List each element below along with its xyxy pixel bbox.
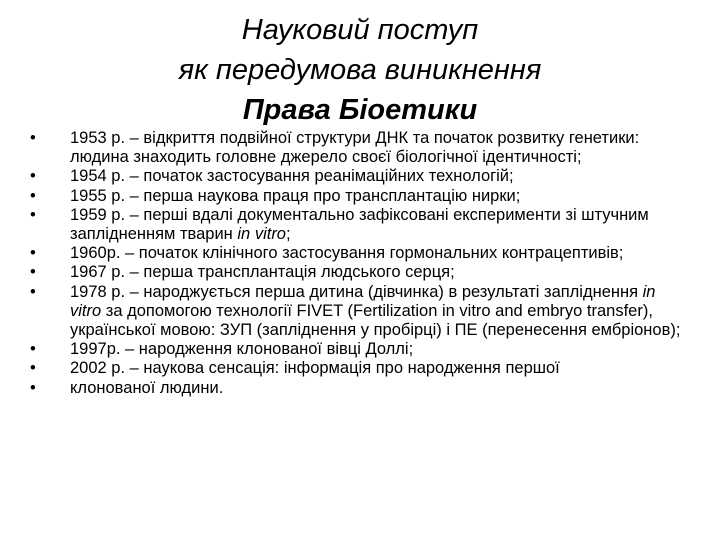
bullet-icon: • [30, 167, 36, 186]
list-item [30, 187, 690, 206]
list-item-italic: in vitro [70, 282, 656, 320]
list-item-text-part: ; [286, 225, 291, 244]
list-item-text: 1955 р. – перша наукова праця про трансплантацію нирки; [70, 186, 521, 205]
bullet-list [30, 129, 690, 398]
list-item-text: клонованої людини. [70, 378, 224, 397]
list-item-text-part: 1959 р. – перші вдалі документально зафіксовані експерименти зі штучним заплідненням тварин [70, 205, 649, 244]
bullet-icon: • [30, 359, 36, 378]
list-item-text [70, 206, 649, 243]
list-item-text-part: за допомогою технології FIVET (Fertilization in vitro and embryo transfer), української мовою: ЗУП (запліднення у пробірці) і ПЕ (перенесення ембріонов); [70, 301, 681, 340]
slide-title [60, 10, 660, 130]
title-line-2: як передумова виникнення [178, 54, 542, 86]
title-line-1: Науковий поступ [241, 14, 479, 46]
title-line-3: Права Біоетики [242, 94, 478, 126]
list-item [30, 167, 690, 186]
list-item [30, 263, 690, 282]
list-item-text: 1997р. – народження клонованої вівці Доллі; [70, 340, 414, 359]
list-item-italic: in vitro [237, 225, 286, 244]
list-item-text: 1953 р. – відкриття подвійної структури ДНК та початок розвитку генетики: людина знаходить головне джерело своєї біологічної ідентичності; [70, 129, 640, 167]
list-item-text: 1954 р. – початок застосування реанімаційних технологій; [70, 167, 514, 186]
list-item [30, 340, 690, 359]
list-item-text: 2002 р. – наукова сенсація: інформація про народження першої [70, 359, 560, 378]
bullet-icon: • [30, 129, 36, 147]
list-item [30, 283, 690, 341]
bullet-icon: • [30, 186, 36, 205]
bullet-icon: • [30, 205, 36, 224]
list-item [30, 379, 690, 398]
list-item [30, 359, 690, 378]
list-item-text: 1960р. – початок клінічного застосування гормональних контрацептивів; [70, 244, 624, 263]
list-item-text-part: 1978 р. – народжується перша дитина (дівчинка) в результаті запліднення [70, 282, 643, 301]
list-item [30, 206, 690, 244]
bullet-icon: • [30, 282, 36, 301]
bullet-icon: • [30, 340, 36, 359]
bullet-icon: • [30, 378, 36, 397]
list-item [30, 129, 690, 167]
list-item-text: 1967 р. – перша трансплантація людського серця; [70, 263, 455, 282]
list-item-text [70, 283, 680, 339]
bullet-icon: • [30, 244, 36, 263]
bullet-icon: • [30, 263, 36, 282]
list-item [30, 244, 690, 263]
